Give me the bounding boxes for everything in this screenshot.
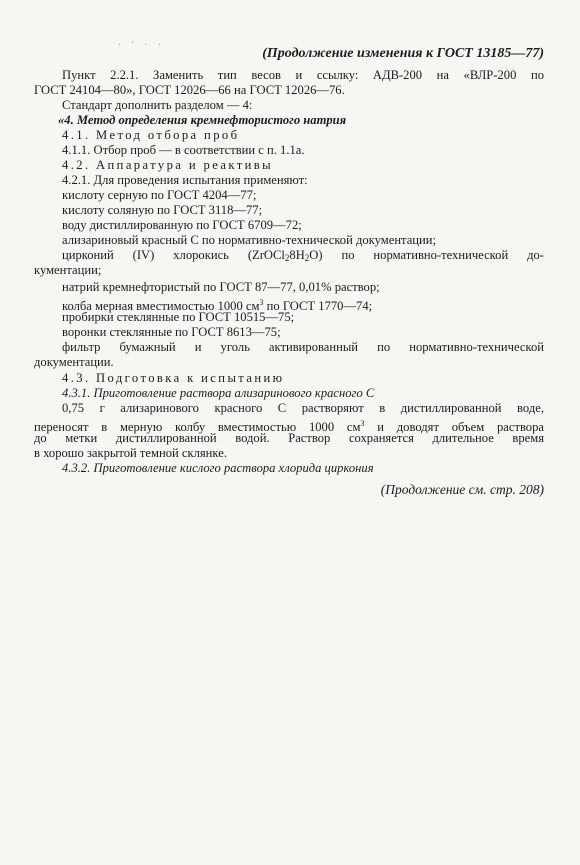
list-item: воронки стеклянные по ГОСТ 8613—75;: [62, 325, 281, 339]
list-item: кислоту серную по ГОСТ 4204—77;: [62, 188, 257, 202]
subsection-title: 4.3.2. Приготовление кислого раствора хлорида циркония: [62, 461, 374, 475]
subsection-heading: 4.1. Метод отбора проб: [62, 128, 240, 142]
subsection-title: 4.3.1. Приготовление раствора ализаринового красного С: [62, 386, 375, 400]
subsection-heading: 4.2. Аппаратура и реактивы: [62, 158, 273, 172]
text-line: 0,75 г ализаринового красного С растворяют в дистиллированной воде,: [62, 401, 544, 415]
continuation-footer: (Продолжение см. стр. 208): [380, 482, 544, 497]
list-item: колба мерная вместимостью 1000 $см^3$ по ГОСТ 1770—74;: [62, 298, 373, 313]
text-line: Пункт 2.2.1. Заменить тип весов и ссылку: АДВ-200 на «ВЛР-200 по: [62, 68, 544, 82]
list-item: фильтр бумажный и уголь активированный по нормативно-технической: [62, 340, 544, 354]
list-item: пробирки стеклянные по ГОСТ 10515—75;: [62, 310, 295, 324]
scan-marks: · ' · ·: [118, 40, 166, 51]
list-item: ализариновый красный С по нормативно-технической документации;: [62, 233, 437, 247]
list-item: натрий кремнефтористый по ГОСТ 87—77, 0,01% раствор;: [62, 280, 380, 294]
text-line: переносят в мерную колбу вместимостью 1000 $см^3$ и доводят объем раствора: [34, 419, 544, 434]
subsection-heading: 4.3. Подготовка к испытанию: [62, 371, 285, 385]
text-line: Стандарт дополнить разделом — 4:: [62, 98, 253, 112]
text-line: в хорошо закрытой темной склянке.: [34, 446, 227, 460]
text-line: до метки дистиллированной водой. Раствор сохраняется длительное время: [34, 431, 544, 445]
text-line: 4.1.1. Отбор проб — в соответствии с п. 1.1а.: [62, 143, 305, 157]
text-line: ГОСТ 24104—80», ГОСТ 12026—66 на ГОСТ 12026—76.: [34, 83, 345, 97]
section-heading: «4. Метод определения кремнефтористого натрия: [58, 113, 347, 127]
text-line: документации.: [34, 355, 114, 369]
continuation-header: (Продолжение изменения к ГОСТ 13185—77): [262, 46, 544, 61]
list-item: воду дистиллированную по ГОСТ 6709—72;: [62, 218, 302, 232]
list-item: цирконий (IV) хлорокись $(ZrOCl_28H_2O)$ по нормативно-технической до-: [62, 248, 544, 263]
text-line: кументации;: [34, 263, 102, 277]
text-line: 4.2.1. Для проведения испытания применяют:: [62, 173, 308, 187]
list-item: кислоту соляную по ГОСТ 3118—77;: [62, 203, 263, 217]
